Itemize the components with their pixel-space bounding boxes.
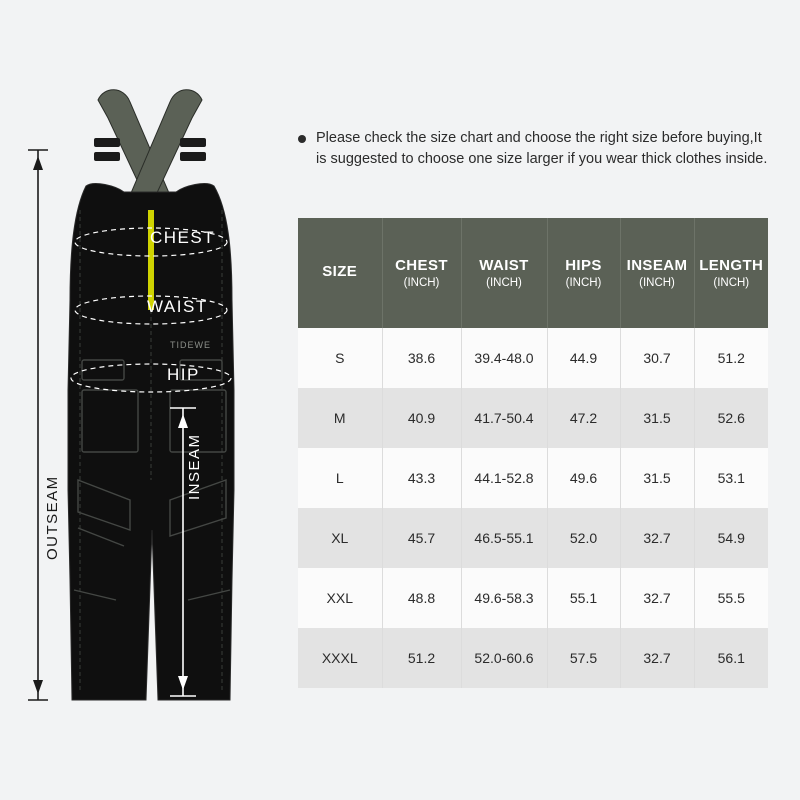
cell-size: M [298,388,382,448]
table-row [298,508,768,568]
label-hip: HIP [167,365,200,384]
bib-overall-drawing [20,60,300,720]
col-header-size: SIZE [298,218,382,328]
table-row [298,448,768,508]
cell-size: XXL [298,568,382,628]
cell-waist: 39.4-48.0 [461,328,547,388]
table-row [298,388,768,448]
cell-inseam: 30.7 [620,328,694,388]
sizing-note [298,128,768,170]
brand-mark: TIDEWE [170,340,211,350]
cell-length: 54.9 [717,530,745,546]
cell-waist: 46.5-55.1 [461,508,547,568]
label-chest: CHEST [150,228,216,247]
bib-body [68,184,234,700]
col-header-chest: CHEST (INCH) [382,218,461,328]
cell-size: S [298,328,382,388]
bullet-icon [298,135,306,143]
cell-length: 55.5 [717,590,745,606]
cell-length: 52.6 [717,410,745,426]
table-row [298,328,768,388]
bib-overall-illustration [20,60,300,720]
cell-inseam: 31.5 [620,448,694,508]
cell-length: 56.1 [717,650,745,666]
cell-chest: 38.6 [382,328,461,388]
zipper-accent [148,210,154,310]
label-waist: WAIST [147,297,208,316]
cell-chest: 40.9 [382,388,461,448]
cell-size: XL [298,508,382,568]
cell-waist: 41.7-50.4 [461,388,547,448]
table-header-row [298,218,768,328]
cell-chest: 51.2 [382,628,461,688]
cell-length: 53.1 [717,470,745,486]
cell-inseam: 32.7 [620,568,694,628]
cell-chest: 45.7 [382,508,461,568]
cell-chest: 48.8 [382,568,461,628]
cell-hips: 57.5 [547,628,620,688]
col-header-length: LENGTH (INCH) [694,218,768,328]
cell-hips: 47.2 [547,388,620,448]
cell-size: XXXL [298,628,382,688]
outseam-dimension-arrow [28,150,48,700]
label-inseam: INSEAM [186,433,203,500]
cell-hips: 55.1 [547,568,620,628]
label-outseam: OUTSEAM [44,475,61,560]
col-header-hips: HIPS (INCH) [547,218,620,328]
cell-waist: 52.0-60.6 [461,628,547,688]
cell-waist: 44.1-52.8 [461,448,547,508]
cell-hips: 44.9 [547,328,620,388]
cell-length: 51.2 [717,350,745,366]
size-table-container [298,218,768,688]
sizing-note-text: Please check the size chart and choose the right size before buying,It is suggested to choose one size larger if you wear thick clothes inside. [316,130,768,168]
cell-size: L [298,448,382,508]
cell-inseam: 31.5 [620,388,694,448]
cell-inseam: 32.7 [620,508,694,568]
cell-hips: 52.0 [547,508,620,568]
cell-chest: 43.3 [382,448,461,508]
col-header-inseam: INSEAM (INCH) [620,218,694,328]
col-header-waist: WAIST (INCH) [461,218,547,328]
cell-waist: 49.6-58.3 [461,568,547,628]
table-row [298,628,768,688]
table-row [298,568,768,628]
cell-inseam: 32.7 [620,628,694,688]
size-table [298,218,768,688]
cell-hips: 49.6 [547,448,620,508]
